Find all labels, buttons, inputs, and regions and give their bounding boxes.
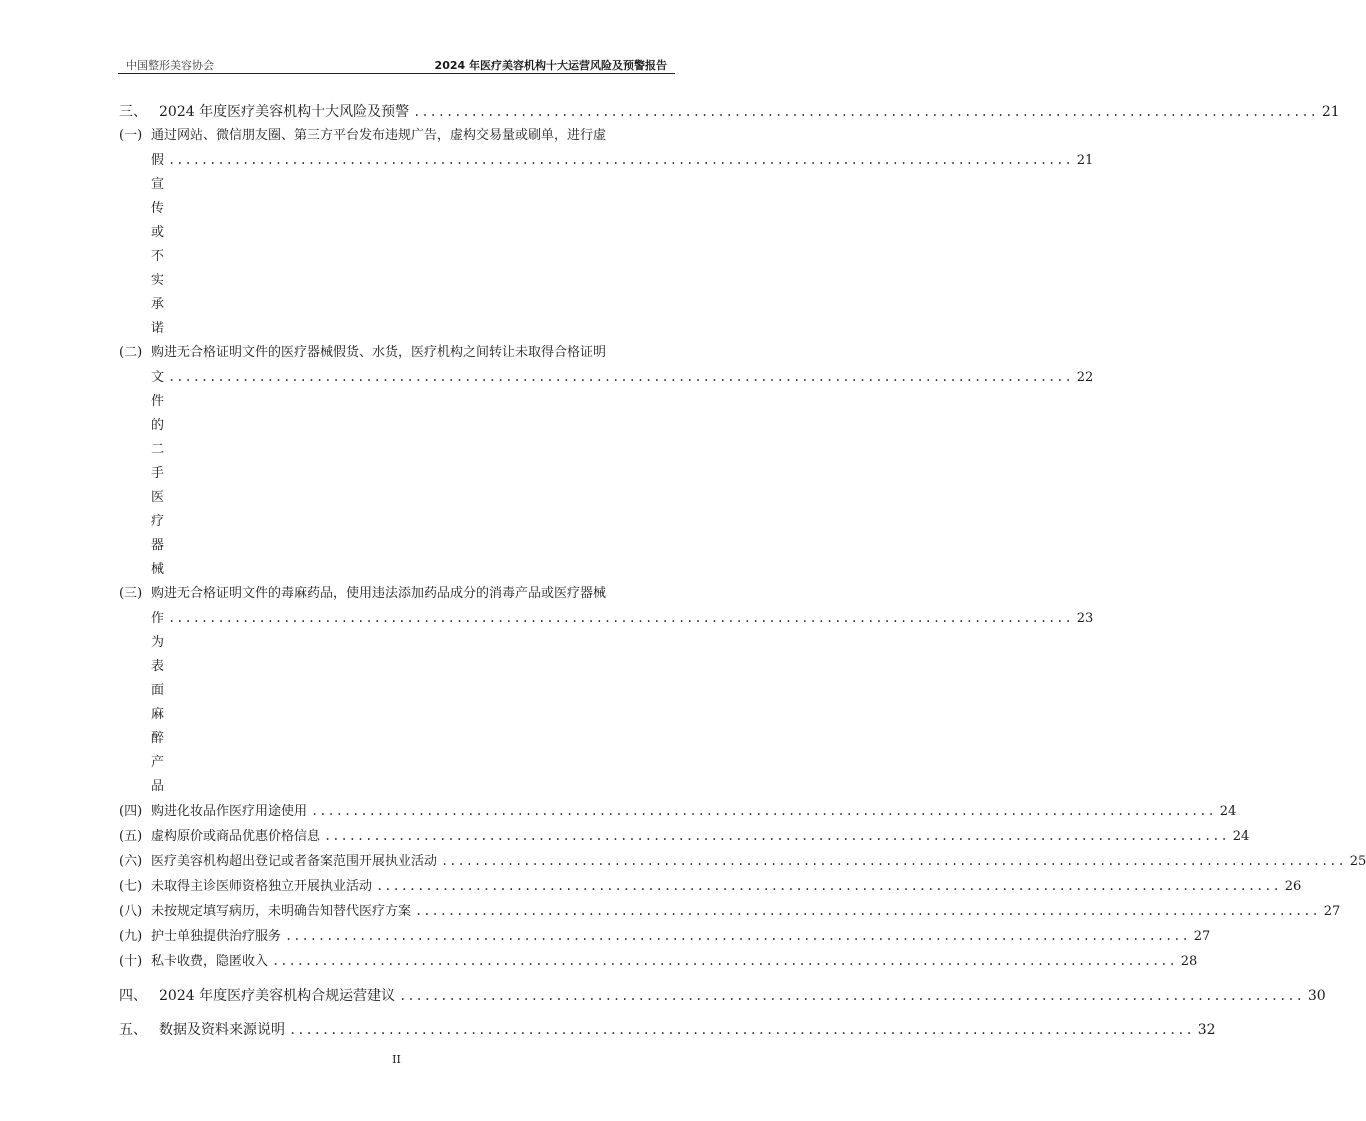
toc-entry-page: 24 xyxy=(1219,804,1237,819)
toc-leader-dots: .............................................................................................................. xyxy=(415,904,1320,918)
toc-entry-title-line2: 作为表面麻醉产品 xyxy=(151,611,165,794)
toc-entry-number: (二) xyxy=(119,345,143,360)
report-title: 2024 年医疗美容机构十大运营风险及预警报告 xyxy=(434,59,667,72)
toc-entry-section-4[interactable] xyxy=(119,984,1326,1008)
toc-leader-dots: .............................................................................................................. xyxy=(168,370,1073,384)
toc-entry-page: 26 xyxy=(1284,879,1302,894)
toc-entry-page: 27 xyxy=(1323,904,1341,919)
toc-leader-dots: .............................................................................................................. xyxy=(311,804,1216,818)
toc-leader-dots: .............................................................................................................. xyxy=(168,153,1073,167)
toc-entry-page: 23 xyxy=(1076,611,1094,626)
toc-entry-section-3[interactable] xyxy=(119,100,1340,124)
toc-entry-title: 护士单独提供治疗服务 xyxy=(151,929,282,944)
toc-entry-item-9[interactable] xyxy=(119,924,1211,949)
toc-entry-section-5[interactable] xyxy=(119,1018,1216,1042)
toc-entry-number: (九) xyxy=(119,929,143,944)
toc-entry-number: 三、 xyxy=(119,104,147,120)
toc-entry-title-line1: 购进无合格证明文件的毒麻药品，使用违法添加药品成分的消毒产品或医疗器械 xyxy=(151,586,607,601)
toc-entry-title: 2024 年度医疗美容机构十大风险及预警 xyxy=(159,104,410,120)
toc-entry-item-3[interactable] xyxy=(119,582,1094,799)
toc-entry-page: 24 xyxy=(1232,829,1250,844)
toc-entry-item-10[interactable] xyxy=(119,949,1198,974)
toc-leader-dots: .............................................................................................................. xyxy=(285,929,1190,943)
toc-entry-page: 28 xyxy=(1180,954,1198,969)
toc-entry-title-line2: 文件的二手医疗器械 xyxy=(151,370,165,577)
toc-leader-dots: .............................................................................................................. xyxy=(413,105,1318,119)
toc-entry-title: 私卡收费，隐匿收入 xyxy=(151,954,269,969)
toc-entry-item-5[interactable] xyxy=(119,824,1250,849)
toc-leader-dots: .............................................................................................................. xyxy=(272,954,1177,968)
toc-entry-title: 未按规定填写病历，未明确告知替代医疗方案 xyxy=(151,904,412,919)
toc-entry-number: 五、 xyxy=(119,1022,147,1038)
toc-entry-page: 32 xyxy=(1197,1022,1216,1038)
header-divider xyxy=(118,73,675,74)
toc-entry-item-6[interactable] xyxy=(119,849,1366,874)
toc-entry-page: 21 xyxy=(1321,104,1340,120)
toc-entry-item-8[interactable] xyxy=(119,899,1341,924)
toc-entry-title: 2024 年度医疗美容机构合规运营建议 xyxy=(159,988,396,1004)
toc-entry-number: (四) xyxy=(119,804,143,819)
toc-entry-page: 22 xyxy=(1076,370,1094,385)
toc-entry-number: (五) xyxy=(119,829,143,844)
toc-leader-dots: .............................................................................................................. xyxy=(289,1023,1194,1037)
toc-entry-number: (一) xyxy=(119,128,143,143)
toc-leader-dots: .............................................................................................................. xyxy=(324,829,1229,843)
toc-entry-title: 医疗美容机构超出登记或者备案范围开展执业活动 xyxy=(151,854,438,869)
table-of-contents xyxy=(119,100,1366,1042)
toc-entry-page: 30 xyxy=(1307,988,1326,1004)
toc-entry-number: 四、 xyxy=(119,988,147,1004)
toc-entry-number: (十) xyxy=(119,954,143,969)
toc-entry-page: 25 xyxy=(1349,854,1366,869)
toc-leader-dots: .............................................................................................................. xyxy=(441,854,1346,868)
toc-entry-item-2[interactable] xyxy=(119,341,1094,582)
page-header xyxy=(118,57,675,73)
toc-entry-title-line2: 假宣传或不实承诺 xyxy=(151,153,165,336)
toc-entry-number: (八) xyxy=(119,904,143,919)
organization-name: 中国整形美容协会 xyxy=(126,59,214,72)
toc-entry-number: (六) xyxy=(119,854,143,869)
toc-entry-page: 27 xyxy=(1193,929,1211,944)
toc-entry-item-4[interactable] xyxy=(119,799,1237,824)
page-number: II xyxy=(392,1053,401,1066)
toc-entry-title: 虚构原价或商品优惠价格信息 xyxy=(151,829,321,844)
toc-leader-dots: .............................................................................................................. xyxy=(376,879,1281,893)
toc-leader-dots: .............................................................................................................. xyxy=(399,989,1304,1003)
toc-entry-title: 购进化妆品作医疗用途使用 xyxy=(151,804,308,819)
toc-entry-page: 21 xyxy=(1076,153,1094,168)
toc-entry-title-line1: 通过网站、微信朋友圈、第三方平台发布违规广告，虚构交易量或刷单，进行虚 xyxy=(151,128,607,143)
toc-entry-title-line1: 购进无合格证明文件的医疗器械假货、水货，医疗机构之间转让未取得合格证明 xyxy=(151,345,607,360)
toc-entry-number: (七) xyxy=(119,879,143,894)
toc-entry-item-7[interactable] xyxy=(119,874,1302,899)
toc-entry-title: 数据及资料来源说明 xyxy=(159,1022,285,1038)
toc-entry-number: (三) xyxy=(119,586,143,601)
toc-entry-title: 未取得主诊医师资格独立开展执业活动 xyxy=(151,879,373,894)
toc-leader-dots: .............................................................................................................. xyxy=(168,611,1073,625)
toc-entry-item-1[interactable] xyxy=(119,124,1094,341)
